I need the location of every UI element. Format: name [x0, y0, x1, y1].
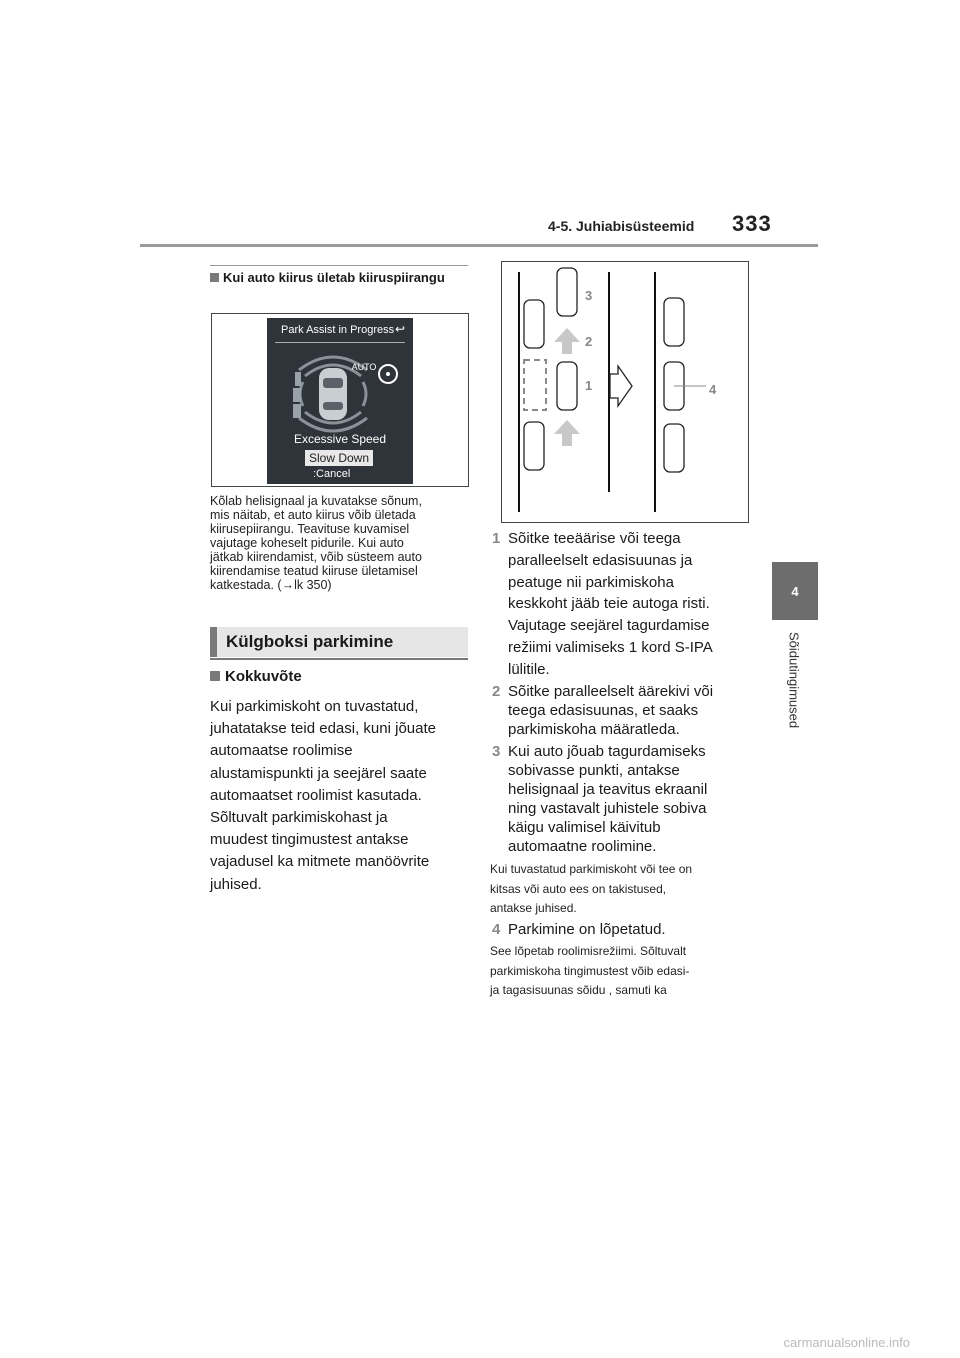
arrow-right	[610, 366, 632, 406]
car-icon	[319, 368, 347, 420]
summary-line: vajadusel ka mitmete manöövrite	[210, 853, 430, 871]
subheading-rule	[210, 265, 468, 266]
section-bar	[210, 627, 217, 657]
speed-warning-figure	[211, 313, 469, 487]
screen-divider	[275, 342, 405, 343]
section-underline	[210, 658, 468, 660]
summary-body	[210, 696, 472, 896]
chapter-side-label	[774, 632, 814, 752]
note-line: jätkab kiirendamist, võib süsteem auto	[210, 550, 422, 564]
diagram-label: 3	[585, 288, 593, 303]
parked-car	[524, 422, 544, 470]
section-title: 4-5. Juhiabisüsteemid	[548, 218, 695, 234]
note-line: vajutage koheselt pidurile. Kui auto	[210, 536, 404, 550]
step-line: käigu valimisel käivitub	[508, 819, 661, 836]
note-after-step-4	[490, 942, 752, 1001]
step-line: Sõitke paralleelselt äärekivi või	[508, 683, 714, 700]
step-line: keskkoht jääb teie autoga risti.	[508, 595, 710, 613]
parked-car	[664, 424, 684, 472]
summary-heading-text: Kokkuvõte	[225, 668, 302, 685]
step-line: sobivasse punkti, antakse	[508, 762, 680, 779]
step-line: teega edasisuunas, et saaks	[508, 702, 699, 719]
summary-line: juhatatakse teid edasi, kuni jõuate	[210, 720, 436, 738]
step-4	[492, 920, 754, 939]
step-line: peatuge nii parkimiskoha	[508, 573, 674, 591]
square-bullet-icon	[210, 671, 220, 681]
diagram-label: 2	[585, 334, 593, 349]
sensor-car-graphic	[267, 346, 413, 438]
note-line: Kõlab helisignaal ja kuvatakse sõnum,	[210, 494, 422, 508]
note-line: mis näitab, et auto kiirus võib ületada	[210, 508, 416, 522]
parked-car	[524, 300, 544, 348]
header-rule	[140, 244, 818, 247]
step-line: parkimiskoha määratleda.	[508, 721, 680, 738]
display-screen	[267, 318, 413, 484]
note-line: kiirusepiirangu. Teavituse kuvamisel	[210, 522, 410, 536]
ego-car-pos1	[557, 362, 577, 410]
step-number: 1	[492, 530, 501, 547]
step-number: 4	[492, 921, 501, 938]
diagram-label: 4	[709, 382, 717, 397]
note-line: Kui tuvastatud parkimiskoht või tee on	[490, 862, 693, 876]
parking-diagram	[501, 261, 749, 523]
summary-line: juhised.	[210, 875, 262, 893]
arrow-up	[554, 328, 580, 354]
step-line: ning vastavalt juhistele sobiva	[508, 800, 707, 817]
note-line: antakse juhised.	[490, 901, 577, 915]
summary-line: Kui parkimiskoht on tuvastatud,	[210, 698, 419, 715]
chapter-number: 4	[791, 583, 799, 599]
step-line: automaatne roolimine.	[508, 838, 657, 855]
summary-line: automaatset roolimist kasutada.	[210, 786, 422, 804]
step-2	[492, 682, 754, 739]
note-line: kiirendamise teatud kiiruse ületamisel	[210, 564, 418, 578]
step-number: 2	[492, 683, 501, 700]
summary-line: muudest tingimustest antakse	[210, 831, 409, 849]
parking-space	[524, 360, 546, 410]
summary-line: Sõltuvalt parkimiskohast ja	[210, 809, 388, 827]
step-line: helisignaal ja teavitus ekraanil	[508, 781, 708, 798]
speed-note	[210, 494, 472, 592]
chapter-title: Sõidutingimused	[786, 632, 802, 729]
slow-down-label: Slow Down	[305, 450, 373, 466]
summary-heading	[210, 668, 302, 685]
summary-line: alustamispunkti ja seejärel saate	[210, 764, 427, 782]
section-heading-box	[210, 627, 468, 657]
square-bullet-icon	[210, 273, 219, 282]
arrow-up	[554, 420, 580, 446]
step-line: Parkimine on lõpetatud.	[508, 921, 666, 938]
auto-label: AUTO	[351, 362, 377, 372]
step-3	[492, 742, 754, 856]
chapter-tab	[772, 562, 818, 620]
section-heading: Külgboksi parkimine	[226, 632, 394, 651]
step-number: 3	[492, 743, 501, 760]
note-line: kitsas või auto ees on takistused,	[490, 881, 667, 896]
step-line: paralleelselt edasisuunas ja	[508, 551, 693, 569]
subheading	[210, 270, 468, 285]
step-line: Vajutage seejärel tagurdamise	[508, 617, 710, 635]
note-line: ja tagasisuunas sõidu , samuti ka	[490, 983, 667, 997]
diagram-label: 1	[585, 378, 593, 393]
ego-car-pos3	[557, 268, 577, 316]
note-line: katkestada. (→lk 350)	[210, 578, 332, 592]
back-icon: ↩	[394, 322, 405, 336]
note-line: parkimiskoha tingimustest võib edasi-	[490, 963, 690, 978]
warning-message: Excessive Speed	[293, 432, 387, 446]
parked-car	[664, 298, 684, 346]
step-line: lülitile.	[508, 660, 550, 678]
watermark	[0, 1335, 960, 1350]
subheading-text: Kui auto kiirus ületab kiiruspiirangu	[223, 270, 445, 285]
step-line: režiimi valimiseks 1 kord S-IPA	[508, 638, 713, 656]
screen-title: Park Assist in Progress	[281, 324, 395, 336]
step-line: Sõitke teeäärise või teega	[508, 530, 681, 547]
note-line: See lõpetab roolimisrežiimi. Sõltuvalt	[490, 944, 687, 958]
watermark-text: carmanualsonline.info	[783, 1335, 910, 1350]
step-line: Kui auto jõuab tagurdamiseks	[508, 743, 706, 760]
cancel-label: :Cancel	[313, 468, 351, 480]
note-after-step-3	[490, 860, 752, 919]
page-number: 333	[732, 211, 772, 236]
step-1	[492, 528, 754, 681]
summary-line: automaatse roolimise	[210, 742, 353, 760]
